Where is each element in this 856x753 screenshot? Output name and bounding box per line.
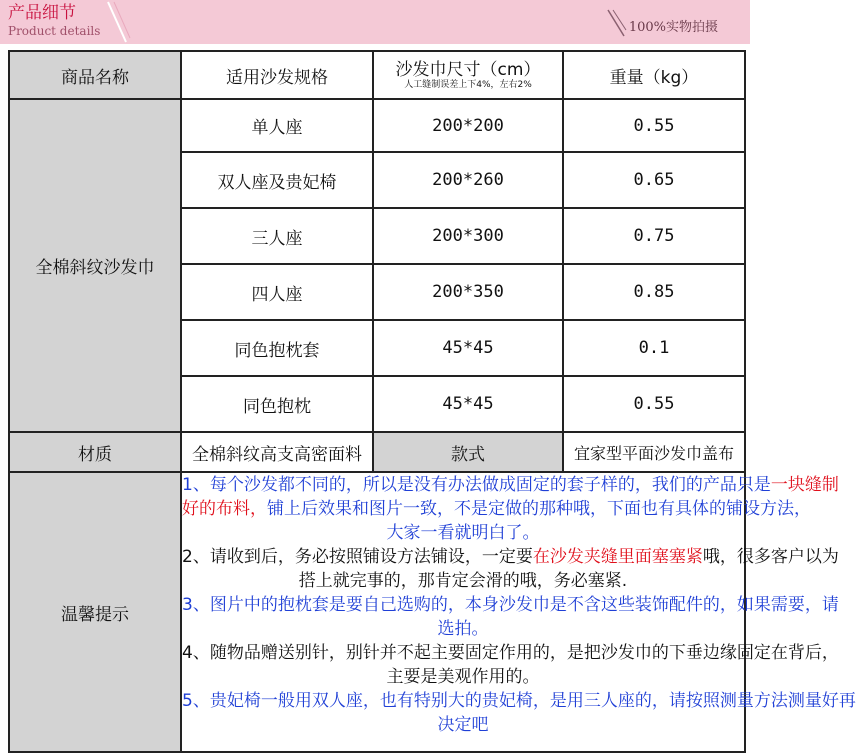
tip-1-text-b: 铺上后效果和图片一致，不是定做的那种哦，下面也有具体的铺设方法， <box>267 499 811 519</box>
header-towel-size-label: 沙发巾尺寸（cm） <box>395 59 541 80</box>
table-row <box>9 99 745 152</box>
header-towel-size <box>373 51 563 99</box>
row-size: 200*350 <box>373 264 563 320</box>
tip-1-highlight-a: 一块缝制 <box>770 475 839 495</box>
tip-1-highlight-b: 好的布料， <box>182 499 267 519</box>
style-label: 款式 <box>373 432 563 472</box>
row-weight: 0.75 <box>563 208 745 264</box>
row-size: 200*260 <box>373 152 563 208</box>
tips-content <box>181 472 856 752</box>
row-spec: 同色抱枕 <box>181 376 373 432</box>
header-towel-size-note: 人工缝制误差上下4%，左右2% <box>404 79 532 90</box>
banner-subtitle: Product details <box>8 24 101 38</box>
tip-1-text-a: 1、每个沙发都不同的，所以是没有办法做成固定的套子样的，我们的产品只是 <box>182 475 771 495</box>
tip-5-text-b: 决定吧 <box>437 715 489 735</box>
row-spec: 单人座 <box>181 99 373 152</box>
product-spec-table <box>8 50 856 753</box>
banner-right-slash-decoration <box>606 8 628 38</box>
row-size: 45*45 <box>373 320 563 376</box>
tip-2-text-c: 搭上就完事的，那肯定会滑的哦，务必塞紧. <box>298 571 628 591</box>
row-spec: 三人座 <box>181 208 373 264</box>
row-spec: 同色抱枕套 <box>181 320 373 376</box>
row-size: 200*200 <box>373 99 563 152</box>
tip-3-text-a: 3、图片中的抱枕套是要自己选购的，本身沙发巾是不含这些装饰配件的，如果需要，请 <box>182 595 839 615</box>
tip-3 <box>182 593 839 641</box>
banner-title: 产品细节 <box>8 3 76 23</box>
row-weight: 0.55 <box>563 376 745 432</box>
tip-2-highlight: 在沙发夹缝里面塞塞紧 <box>532 547 703 567</box>
tip-2-text-a: 2、请收到后，务必按照铺设方法铺设，一定要 <box>182 547 533 567</box>
tip-5-text-a: 5、贵妃椅一般用双人座，也有特别大的贵妃椅，是用三人座的，请按照测量方法测量好再 <box>182 691 856 711</box>
tips-row <box>9 472 745 752</box>
product-name-cell: 全棉斜纹沙发巾 <box>9 99 181 432</box>
material-row <box>9 432 745 472</box>
tip-5 <box>182 689 856 737</box>
material-value: 全棉斜纹高支高密面料 <box>181 432 373 472</box>
row-size: 200*300 <box>373 208 563 264</box>
row-weight: 0.55 <box>563 99 745 152</box>
header-weight: 重量（kg） <box>563 51 745 99</box>
row-spec: 双人座及贵妃椅 <box>181 152 373 208</box>
tip-3-text-b: 选拍。 <box>437 619 489 639</box>
tip-2 <box>182 545 839 593</box>
tip-1 <box>182 473 839 545</box>
tip-2-text-b: 哦，很多客户以为 <box>702 547 839 567</box>
tips-label: 温馨提示 <box>9 472 181 752</box>
row-spec: 四人座 <box>181 264 373 320</box>
tip-4 <box>182 641 839 689</box>
row-weight: 0.85 <box>563 264 745 320</box>
table-header-row <box>9 51 745 99</box>
tip-1-text-c: 大家一看就明白了。 <box>386 523 540 543</box>
banner-slash-decoration <box>104 0 132 44</box>
row-size: 45*45 <box>373 376 563 432</box>
style-value: 宜家型平面沙发巾盖布 <box>563 432 745 472</box>
banner-right-text: 100%实物拍摄 <box>628 20 718 35</box>
material-label: 材质 <box>9 432 181 472</box>
tip-4-text-b: 主要是美观作用的。 <box>386 667 540 687</box>
row-weight: 0.65 <box>563 152 745 208</box>
header-product-name: 商品名称 <box>9 51 181 99</box>
tip-4-text-a: 4、随物品赠送别针，别针并不起主要固定作用的，是把沙发巾的下垂边缘固定在背后， <box>182 643 839 663</box>
row-weight: 0.1 <box>563 320 745 376</box>
product-details-banner <box>0 0 750 44</box>
header-sofa-spec: 适用沙发规格 <box>181 51 373 99</box>
